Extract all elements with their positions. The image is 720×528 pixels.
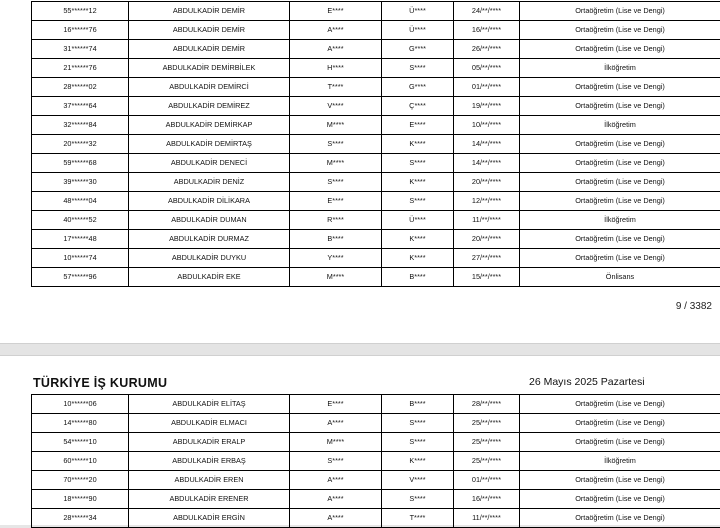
- name-cell: ABDULKADİR ERALP: [129, 433, 290, 452]
- masked-field-2-cell: Ç****: [382, 97, 454, 116]
- masked-field-1-cell: E****: [290, 395, 382, 414]
- table-row: [32, 211, 720, 230]
- id-cell: 16******76: [32, 21, 129, 40]
- masked-field-1-cell: B****: [290, 230, 382, 249]
- name-cell: ABDULKADİR DİLİKARA: [129, 192, 290, 211]
- education-cell: Ortaöğretim (Lise ve Dengi): [520, 471, 720, 490]
- education-cell: Ortaöğretim (Lise ve Dengi): [520, 249, 720, 268]
- name-cell: ABDULKADİR DEMİR: [129, 2, 290, 21]
- name-cell: ABDULKADİR ELİTAŞ: [129, 395, 290, 414]
- name-cell: ABDULKADİR DENİZ: [129, 173, 290, 192]
- name-cell: ABDULKADİR DEMİRCİ: [129, 78, 290, 97]
- birth-date-cell: 25/**/****: [454, 452, 520, 471]
- table-row: [32, 59, 720, 78]
- birth-date-cell: 01/**/****: [454, 78, 520, 97]
- masked-field-1-cell: S****: [290, 135, 382, 154]
- education-cell: Ortaöğretim (Lise ve Dengi): [520, 78, 720, 97]
- table-row: [32, 452, 720, 471]
- birth-date-cell: 20/**/****: [454, 173, 520, 192]
- education-cell: Ortaöğretim (Lise ve Dengi): [520, 192, 720, 211]
- masked-field-2-cell: K****: [382, 452, 454, 471]
- masked-field-2-cell: T****: [382, 509, 454, 528]
- id-cell: 10******06: [32, 395, 129, 414]
- education-cell: Ortaöğretim (Lise ve Dengi): [520, 40, 720, 59]
- table-row: [32, 21, 720, 40]
- page-separator: [0, 343, 720, 356]
- id-cell: 10******74: [32, 249, 129, 268]
- id-cell: 59******68: [32, 154, 129, 173]
- id-cell: 40******52: [32, 211, 129, 230]
- masked-field-1-cell: M****: [290, 268, 382, 287]
- masked-field-1-cell: S****: [290, 452, 382, 471]
- birth-date-cell: 25/**/****: [454, 433, 520, 452]
- table-row: [32, 192, 720, 211]
- masked-field-2-cell: S****: [382, 490, 454, 509]
- masked-field-1-cell: A****: [290, 414, 382, 433]
- masked-field-2-cell: S****: [382, 414, 454, 433]
- birth-date-cell: 27/**/****: [454, 249, 520, 268]
- name-cell: ABDULKADİR DEMİRKAP: [129, 116, 290, 135]
- masked-field-2-cell: Ü****: [382, 21, 454, 40]
- education-cell: Ortaöğretim (Lise ve Dengi): [520, 490, 720, 509]
- masked-field-2-cell: K****: [382, 230, 454, 249]
- education-cell: İlköğretim: [520, 116, 720, 135]
- name-cell: ABDULKADİR EKE: [129, 268, 290, 287]
- masked-field-1-cell: M****: [290, 154, 382, 173]
- masked-field-1-cell: A****: [290, 509, 382, 528]
- masked-field-2-cell: K****: [382, 135, 454, 154]
- education-cell: Ortaöğretim (Lise ve Dengi): [520, 433, 720, 452]
- id-cell: 32******84: [32, 116, 129, 135]
- masked-field-1-cell: S****: [290, 173, 382, 192]
- page-number: 9 / 3382: [676, 301, 712, 312]
- birth-date-cell: 24/**/****: [454, 2, 520, 21]
- table-row: [32, 116, 720, 135]
- birth-date-cell: 28/**/****: [454, 395, 520, 414]
- masked-field-2-cell: E****: [382, 116, 454, 135]
- name-cell: ABDULKADİR DEMİRTAŞ: [129, 135, 290, 154]
- masked-field-1-cell: V****: [290, 97, 382, 116]
- masked-field-1-cell: M****: [290, 433, 382, 452]
- id-cell: 28******02: [32, 78, 129, 97]
- id-cell: 57******96: [32, 268, 129, 287]
- id-cell: 70******20: [32, 471, 129, 490]
- name-cell: ABDULKADİR DEMİR: [129, 21, 290, 40]
- education-cell: Ortaöğretim (Lise ve Dengi): [520, 135, 720, 154]
- records-table-page-9: [31, 1, 720, 287]
- table-row: [32, 230, 720, 249]
- name-cell: ABDULKADİR ELMACI: [129, 414, 290, 433]
- birth-date-cell: 26/**/****: [454, 40, 520, 59]
- masked-field-2-cell: S****: [382, 192, 454, 211]
- table-row: [32, 249, 720, 268]
- masked-field-2-cell: B****: [382, 268, 454, 287]
- masked-field-1-cell: E****: [290, 2, 382, 21]
- table-row: [32, 154, 720, 173]
- masked-field-2-cell: V****: [382, 471, 454, 490]
- name-cell: ABDULKADİR DENECİ: [129, 154, 290, 173]
- table-row: [32, 97, 720, 116]
- records-table-page-10: [31, 394, 720, 528]
- masked-field-2-cell: Ü****: [382, 211, 454, 230]
- id-cell: 37******64: [32, 97, 129, 116]
- education-cell: Ortaöğretim (Lise ve Dengi): [520, 395, 720, 414]
- birth-date-cell: 11/**/****: [454, 509, 520, 528]
- education-cell: Ortaöğretim (Lise ve Dengi): [520, 97, 720, 116]
- education-cell: İlköğretim: [520, 59, 720, 78]
- masked-field-2-cell: S****: [382, 59, 454, 78]
- table-row: [32, 471, 720, 490]
- birth-date-cell: 11/**/****: [454, 211, 520, 230]
- name-cell: ABDULKADİR DUMAN: [129, 211, 290, 230]
- education-cell: Ortaöğretim (Lise ve Dengi): [520, 2, 720, 21]
- table-row: [32, 433, 720, 452]
- birth-date-cell: 05/**/****: [454, 59, 520, 78]
- name-cell: ABDULKADİR DEMİREZ: [129, 97, 290, 116]
- name-cell: ABDULKADİR DUYKU: [129, 249, 290, 268]
- masked-field-2-cell: S****: [382, 433, 454, 452]
- id-cell: 60******10: [32, 452, 129, 471]
- masked-field-1-cell: H****: [290, 59, 382, 78]
- name-cell: ABDULKADİR DEMİRBİLEK: [129, 59, 290, 78]
- id-cell: 54******10: [32, 433, 129, 452]
- education-cell: Ortaöğretim (Lise ve Dengi): [520, 414, 720, 433]
- id-cell: 39******30: [32, 173, 129, 192]
- masked-field-2-cell: S****: [382, 154, 454, 173]
- table-row: [32, 395, 720, 414]
- masked-field-1-cell: A****: [290, 40, 382, 59]
- masked-field-2-cell: K****: [382, 173, 454, 192]
- table-row: [32, 135, 720, 154]
- table-row: [32, 40, 720, 59]
- id-cell: 14******80: [32, 414, 129, 433]
- masked-field-2-cell: Ü****: [382, 2, 454, 21]
- education-cell: İlköğretim: [520, 452, 720, 471]
- id-cell: 17******48: [32, 230, 129, 249]
- masked-field-1-cell: Y****: [290, 249, 382, 268]
- masked-field-1-cell: T****: [290, 78, 382, 97]
- id-cell: 55******12: [32, 2, 129, 21]
- masked-field-1-cell: A****: [290, 21, 382, 40]
- education-cell: Ortaöğretim (Lise ve Dengi): [520, 230, 720, 249]
- table-row: [32, 78, 720, 97]
- name-cell: ABDULKADİR DURMAZ: [129, 230, 290, 249]
- education-cell: Ortaöğretim (Lise ve Dengi): [520, 173, 720, 192]
- name-cell: ABDULKADİR ERGİN: [129, 509, 290, 528]
- birth-date-cell: 10/**/****: [454, 116, 520, 135]
- id-cell: 48******04: [32, 192, 129, 211]
- id-cell: 28******34: [32, 509, 129, 528]
- education-cell: Ortaöğretim (Lise ve Dengi): [520, 509, 720, 528]
- masked-field-2-cell: G****: [382, 40, 454, 59]
- birth-date-cell: 14/**/****: [454, 154, 520, 173]
- birth-date-cell: 14/**/****: [454, 135, 520, 154]
- birth-date-cell: 15/**/****: [454, 268, 520, 287]
- birth-date-cell: 25/**/****: [454, 414, 520, 433]
- name-cell: ABDULKADİR ERBAŞ: [129, 452, 290, 471]
- masked-field-2-cell: B****: [382, 395, 454, 414]
- birth-date-cell: 19/**/****: [454, 97, 520, 116]
- masked-field-1-cell: M****: [290, 116, 382, 135]
- masked-field-1-cell: E****: [290, 192, 382, 211]
- name-cell: ABDULKADİR ERENER: [129, 490, 290, 509]
- masked-field-1-cell: R****: [290, 211, 382, 230]
- table-row: [32, 414, 720, 433]
- masked-field-2-cell: K****: [382, 249, 454, 268]
- organization-title: TÜRKİYE İŞ KURUMU: [33, 376, 167, 390]
- id-cell: 18******90: [32, 490, 129, 509]
- name-cell: ABDULKADİR EREN: [129, 471, 290, 490]
- name-cell: ABDULKADİR DEMİR: [129, 40, 290, 59]
- table-row: [32, 2, 720, 21]
- birth-date-cell: 20/**/****: [454, 230, 520, 249]
- masked-field-1-cell: A****: [290, 471, 382, 490]
- masked-field-1-cell: A****: [290, 490, 382, 509]
- education-cell: Ortaöğretim (Lise ve Dengi): [520, 154, 720, 173]
- id-cell: 31******74: [32, 40, 129, 59]
- id-cell: 20******32: [32, 135, 129, 154]
- birth-date-cell: 12/**/****: [454, 192, 520, 211]
- table-row: [32, 173, 720, 192]
- birth-date-cell: 16/**/****: [454, 490, 520, 509]
- birth-date-cell: 01/**/****: [454, 471, 520, 490]
- masked-field-2-cell: G****: [382, 78, 454, 97]
- education-cell: Ortaöğretim (Lise ve Dengi): [520, 21, 720, 40]
- education-cell: Önlisans: [520, 268, 720, 287]
- report-date: 26 Mayıs 2025 Pazartesi: [529, 376, 645, 388]
- education-cell: İlköğretim: [520, 211, 720, 230]
- id-cell: 21******76: [32, 59, 129, 78]
- birth-date-cell: 16/**/****: [454, 21, 520, 40]
- table-row: [32, 268, 720, 287]
- table-row: [32, 490, 720, 509]
